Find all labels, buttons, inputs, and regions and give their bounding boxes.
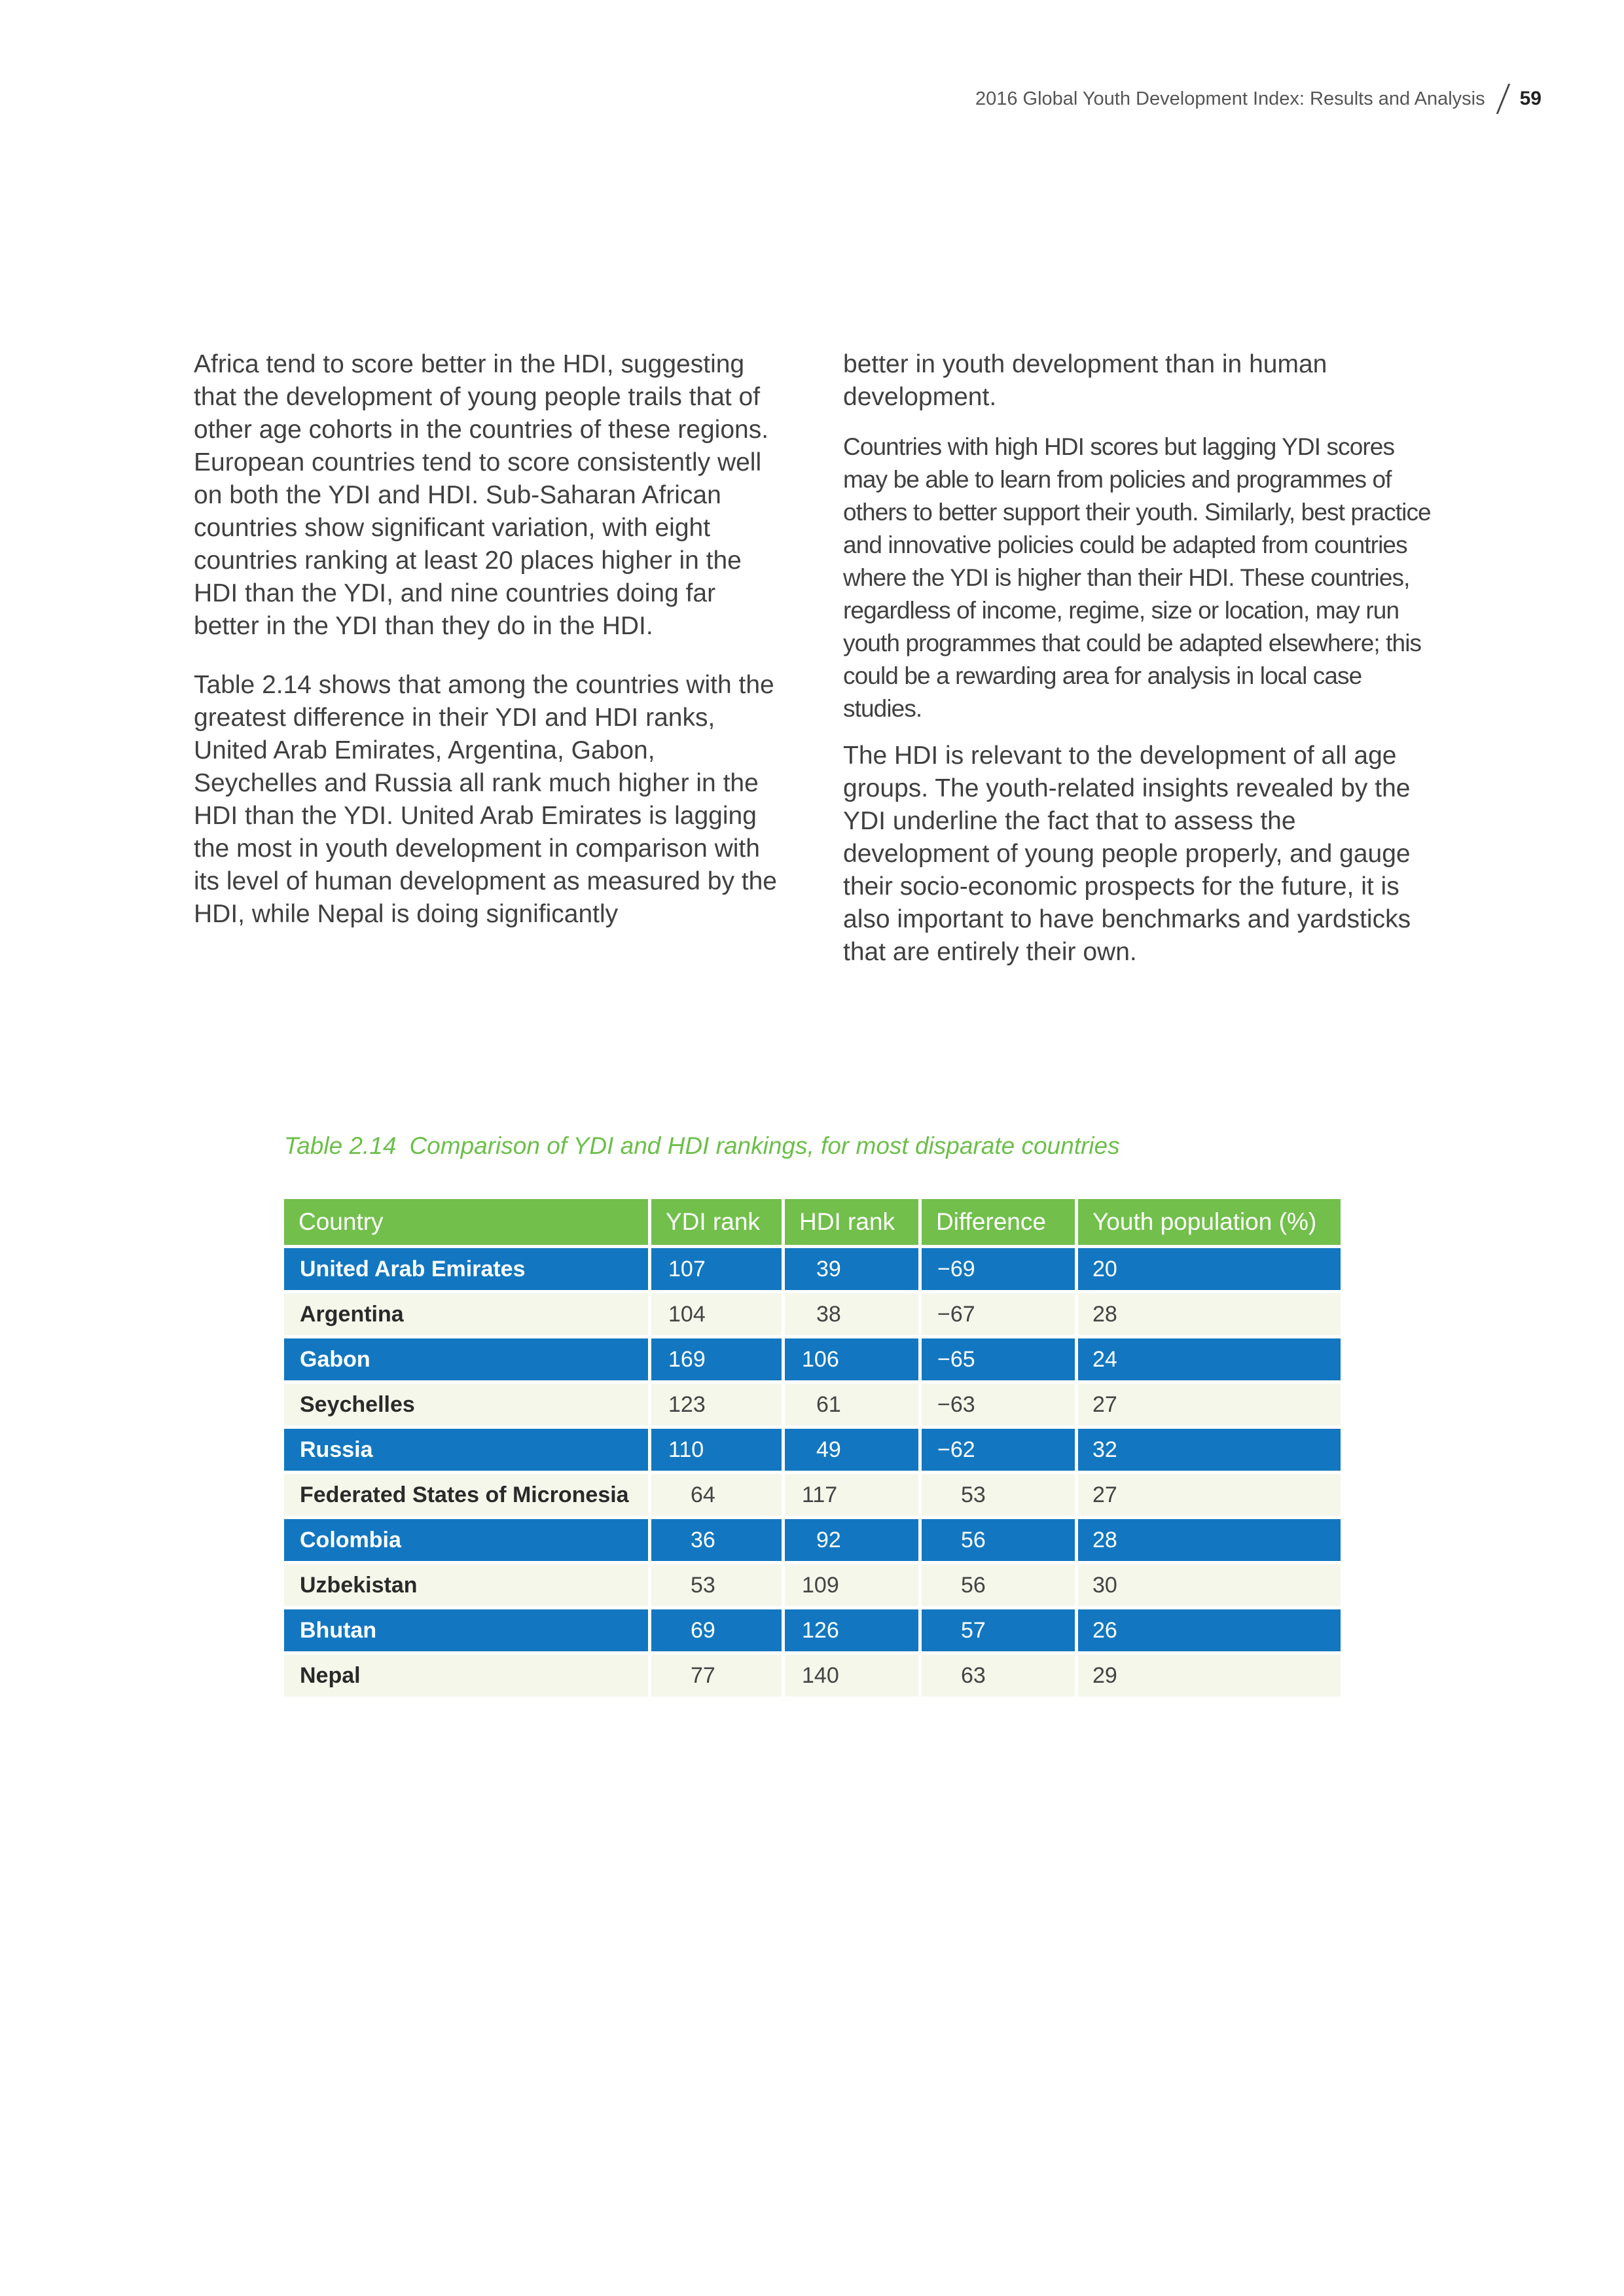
table-row [284, 1474, 1341, 1516]
right-paragraph-3: The HDI is relevant to the development of all age groups. The youth-related insights revealed by the YDI underline the fact that to assess the development of young people properly, and gauge their socio-economic prospects for the future, it is also important to have benchmarks and yardsticks that are entirely their own. [843, 742, 1411, 966]
cell-hdi-rank: 117 [785, 1474, 918, 1516]
cell-youth-population: 24 [1078, 1338, 1341, 1380]
cell-ydi-rank: 53 [651, 1564, 782, 1606]
header-ydi-rank: YDI rank [651, 1199, 782, 1245]
cell-difference: 57 [922, 1609, 1075, 1651]
header-hdi-rank: HDI rank [785, 1199, 918, 1245]
cell-difference: −65 [922, 1338, 1075, 1380]
table-row [284, 1248, 1341, 1290]
cell-country: Federated States of Micronesia [284, 1474, 648, 1516]
cell-hdi-rank: 140 [785, 1655, 918, 1696]
cell-ydi-rank: 36 [651, 1519, 782, 1561]
cell-ydi-rank: 107 [651, 1248, 782, 1290]
cell-difference: −63 [922, 1384, 1075, 1426]
table-row [284, 1609, 1341, 1651]
cell-hdi-rank: 106 [785, 1338, 918, 1380]
cell-youth-population: 26 [1078, 1609, 1341, 1651]
table-row [284, 1655, 1341, 1696]
cell-hdi-rank: 126 [785, 1609, 918, 1651]
cell-difference: 63 [922, 1655, 1075, 1696]
right-paragraph-2: Countries with high HDI scores but lagging YDI scores may be able to learn from policies and programmes of others to better support their youth. Similarly, best practice and innovative policies could be adapted from countries where the YDI is higher than their HDI. These countries, regardless of income, regime, size or location, may run youth programmes that could be adapted elsewhere; this could be a rewarding area for analysis in local case studies. [843, 433, 1431, 722]
cell-youth-population: 27 [1078, 1474, 1341, 1516]
cell-hdi-rank: 109 [785, 1564, 918, 1606]
right-paragraph-1: better in youth development than in human development. [843, 350, 1327, 411]
cell-difference: 53 [922, 1474, 1075, 1516]
cell-youth-population: 32 [1078, 1429, 1341, 1471]
comparison-table [281, 1196, 1344, 1700]
cell-youth-population: 27 [1078, 1384, 1341, 1426]
cell-youth-population: 29 [1078, 1655, 1341, 1696]
cell-country: Russia [284, 1429, 648, 1471]
table-row [284, 1384, 1341, 1426]
cell-ydi-rank: 110 [651, 1429, 782, 1471]
cell-ydi-rank: 123 [651, 1384, 782, 1426]
cell-difference: −69 [922, 1248, 1075, 1290]
left-column [194, 348, 783, 957]
header-country: Country [284, 1199, 648, 1245]
cell-hdi-rank: 92 [785, 1519, 918, 1561]
cell-country: Argentina [284, 1293, 648, 1335]
table-caption-title: Comparison of YDI and HDI rankings, for most disparate countries [409, 1132, 1120, 1159]
running-header [975, 84, 1542, 114]
cell-country: Nepal [284, 1655, 648, 1696]
table-row [284, 1338, 1341, 1380]
cell-country: Uzbekistan [284, 1564, 648, 1606]
cell-difference: 56 [922, 1564, 1075, 1606]
left-paragraph-2: Table 2.14 shows that among the countries with the greatest difference in their YDI and HDI ranks, United Arab Emirates, Argentina, Gabon, Seychelles and Russia all rank much higher in the HDI than the YDI. United Arab Emirates is lagging the most in youth development in comparison with its level of human development as measured by the HDI, while Nepal is doing significantly [194, 671, 778, 928]
cell-country: Colombia [284, 1519, 648, 1561]
table-row [284, 1293, 1341, 1335]
table-header-row [284, 1199, 1341, 1245]
cell-difference: −67 [922, 1293, 1075, 1335]
right-column [843, 348, 1439, 995]
cell-youth-population: 20 [1078, 1248, 1341, 1290]
table-row [284, 1429, 1341, 1471]
cell-youth-population: 30 [1078, 1564, 1341, 1606]
table-row [284, 1519, 1341, 1561]
table-row [284, 1564, 1341, 1606]
left-paragraph-1: Africa tend to score better in the HDI, suggesting that the development of young people trails that of other age cohorts in the countries of these regions. European countries tend to score consistently well on both the YDI and HDI. Sub-Saharan African countries show significant variation, with eight countries ranking at least 20 places higher in the HDI than the YDI, and nine countries doing far better in the YDI than they do in the HDI. [194, 350, 769, 640]
cell-country: Gabon [284, 1338, 648, 1380]
running-title: 2016 Global Youth Development Index: Results and Analysis [975, 88, 1485, 109]
cell-youth-population: 28 [1078, 1519, 1341, 1561]
cell-country: United Arab Emirates [284, 1248, 648, 1290]
header-difference: Difference [922, 1199, 1075, 1245]
cell-ydi-rank: 69 [651, 1609, 782, 1651]
cell-youth-population: 28 [1078, 1293, 1341, 1335]
cell-hdi-rank: 49 [785, 1429, 918, 1471]
cell-hdi-rank: 38 [785, 1293, 918, 1335]
cell-ydi-rank: 77 [651, 1655, 782, 1696]
cell-hdi-rank: 39 [785, 1248, 918, 1290]
cell-country: Seychelles [284, 1384, 648, 1426]
cell-ydi-rank: 64 [651, 1474, 782, 1516]
cell-ydi-rank: 169 [651, 1338, 782, 1380]
header-separator [1496, 84, 1510, 114]
header-youth-population: Youth population (%) [1078, 1199, 1341, 1245]
table-caption-number: Table 2.14 [284, 1132, 397, 1159]
table-caption [284, 1132, 1120, 1160]
cell-difference: 56 [922, 1519, 1075, 1561]
cell-ydi-rank: 104 [651, 1293, 782, 1335]
cell-hdi-rank: 61 [785, 1384, 918, 1426]
cell-difference: −62 [922, 1429, 1075, 1471]
page-number: 59 [1519, 88, 1542, 109]
cell-country: Bhutan [284, 1609, 648, 1651]
